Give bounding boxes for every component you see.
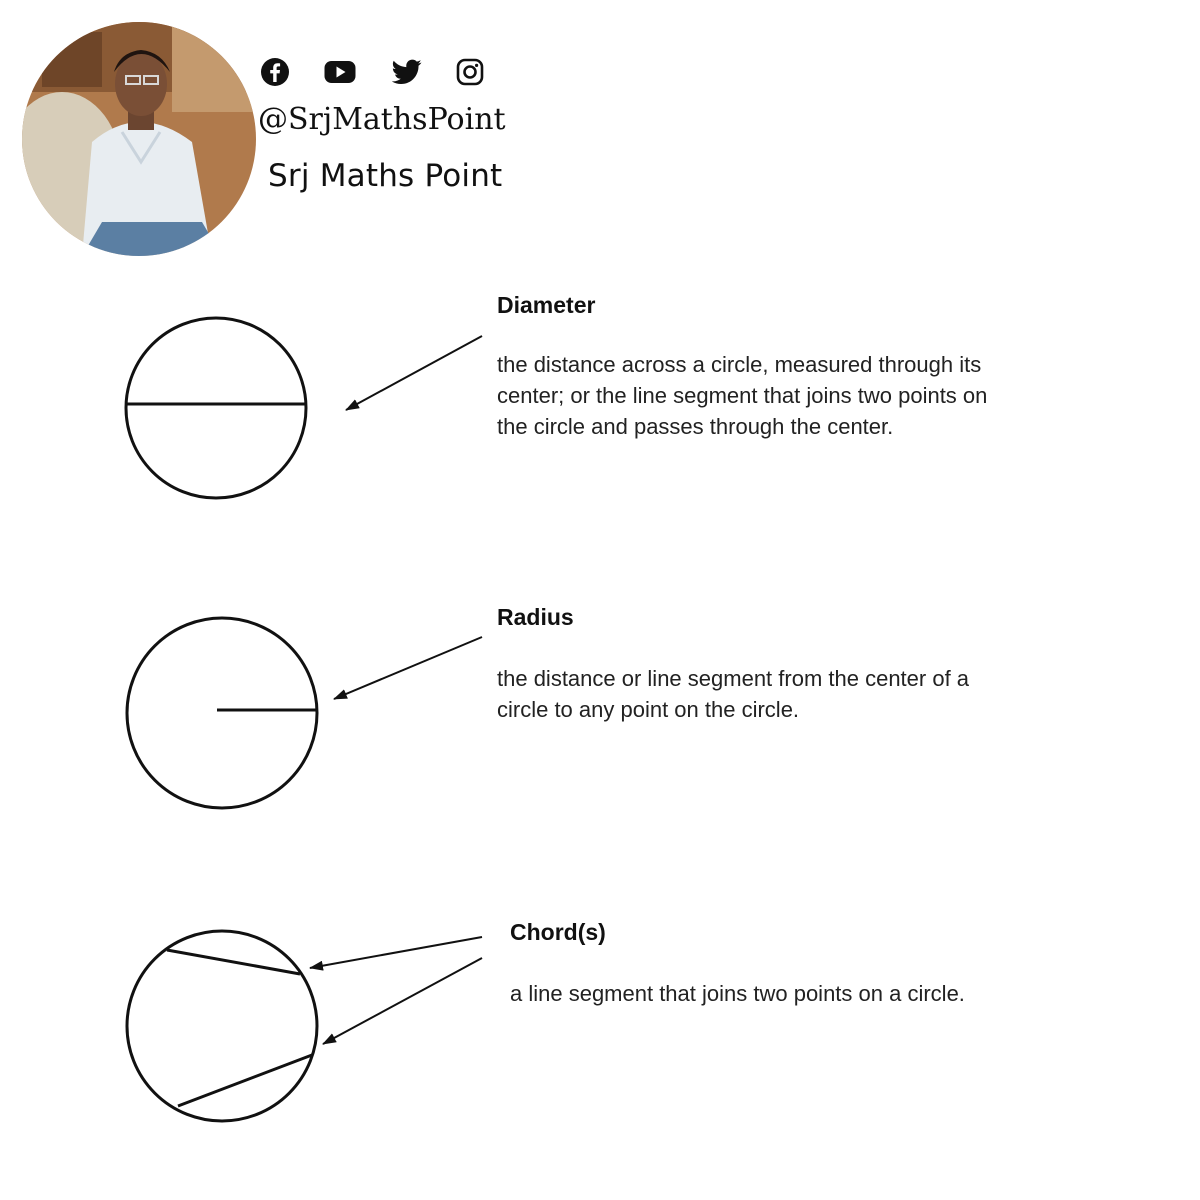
radius-definition [497,663,969,725]
definition-line: the distance or line segment from the center of a [497,666,970,691]
radius-arrow [334,637,482,699]
radius-figure [127,618,482,808]
chord-arrow-top [310,937,482,968]
definition-line: a line segment that joins two points on a circle. [510,981,965,1006]
definition-line: circle to any point on the circle. [497,697,800,722]
chord-term: Chord(s) [510,919,606,945]
diameter-definition [497,349,987,442]
brand-name: Srj Maths Point [268,158,503,194]
diameter-arrow [346,336,482,410]
diameter-term: Diameter [497,292,596,318]
chord-line-top [167,950,300,974]
radius-term: Radius [497,604,574,630]
definition-line: the circle and passes through the center. [497,414,894,439]
chord-line-bottom [178,1055,312,1106]
diameter-figure [126,318,482,498]
chord-definition [510,978,965,1009]
social-handle: @SrjMathsPoint [258,102,506,137]
diameter-circle [126,318,306,498]
radius-circle [127,618,317,808]
chord-arrow-bottom [323,958,482,1044]
definition-line: the distance across a circle, measured through its [497,352,982,377]
definition-line: center; or the line segment that joins two points on [497,383,988,408]
chord-figure [127,931,482,1121]
